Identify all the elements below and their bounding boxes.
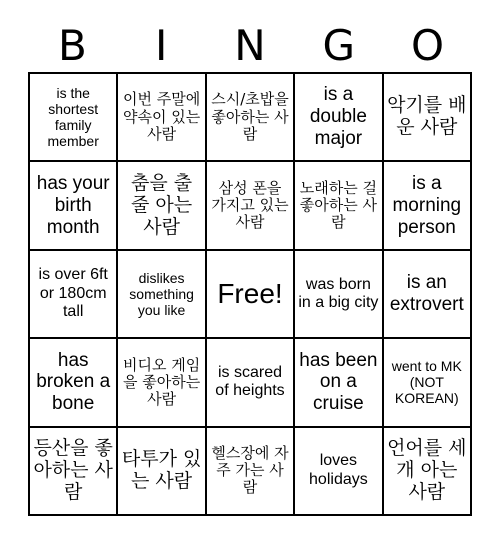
bingo-cell-n1[interactable]: 스시/초밥을 좋아하는 사람	[206, 73, 294, 161]
header-letter-g: G	[322, 21, 356, 70]
bingo-cell-b3[interactable]: is over 6ft or 180cm tall	[29, 250, 117, 338]
bingo-header	[28, 20, 472, 72]
bingo-cell-o1[interactable]: 악기를 배운 사람	[383, 73, 471, 161]
bingo-cell-o5[interactable]: 언어를 세 개 아는 사람	[383, 427, 471, 515]
bingo-cell-o4[interactable]: went to MK (NOT KOREAN)	[383, 338, 471, 426]
bingo-cell-o2[interactable]: is a morning person	[383, 161, 471, 249]
bingo-cell-b4[interactable]: has broken a bone	[29, 338, 117, 426]
bingo-cell-n5[interactable]: 헬스장에 자주 가는 사람	[206, 427, 294, 515]
bingo-cell-n4[interactable]: is scared of heights	[206, 338, 294, 426]
bingo-cell-g1[interactable]: is a double major	[294, 73, 382, 161]
bingo-cell-i1[interactable]: 이번 주말에 약속이 있는 사람	[117, 73, 205, 161]
bingo-cell-g4[interactable]: has been on a cruise	[294, 338, 382, 426]
bingo-cell-o3[interactable]: is an extrovert	[383, 250, 471, 338]
bingo-cell-i4[interactable]: 비디오 게임을 좋아하는 사람	[117, 338, 205, 426]
header-letter-n: N	[234, 21, 266, 70]
bingo-cell-g2[interactable]: 노래하는 걸 좋아하는 사람	[294, 161, 382, 249]
bingo-cell-i2[interactable]: 춤을 출 줄 아는 사람	[117, 161, 205, 249]
bingo-cell-n2[interactable]: 삼성 폰을 가지고 있는 사람	[206, 161, 294, 249]
bingo-cell-b5[interactable]: 등산을 좋아하는 사람	[29, 427, 117, 515]
header-letter-o: O	[411, 21, 445, 70]
header-letter-i: I	[155, 21, 168, 70]
bingo-cell-b2[interactable]: has your birth month	[29, 161, 117, 249]
bingo-grid	[28, 72, 472, 516]
bingo-cell-g5[interactable]: loves holidays	[294, 427, 382, 515]
header-letter-b: B	[57, 21, 87, 70]
bingo-cell-b1[interactable]: is the shortest family member	[29, 73, 117, 161]
bingo-cell-g3[interactable]: was born in a big city	[294, 250, 382, 338]
bingo-cell-i5[interactable]: 타투가 있는 사람	[117, 427, 205, 515]
free-space[interactable]: Free!	[206, 250, 294, 338]
bingo-cell-i3[interactable]: dislikes something you like	[117, 250, 205, 338]
